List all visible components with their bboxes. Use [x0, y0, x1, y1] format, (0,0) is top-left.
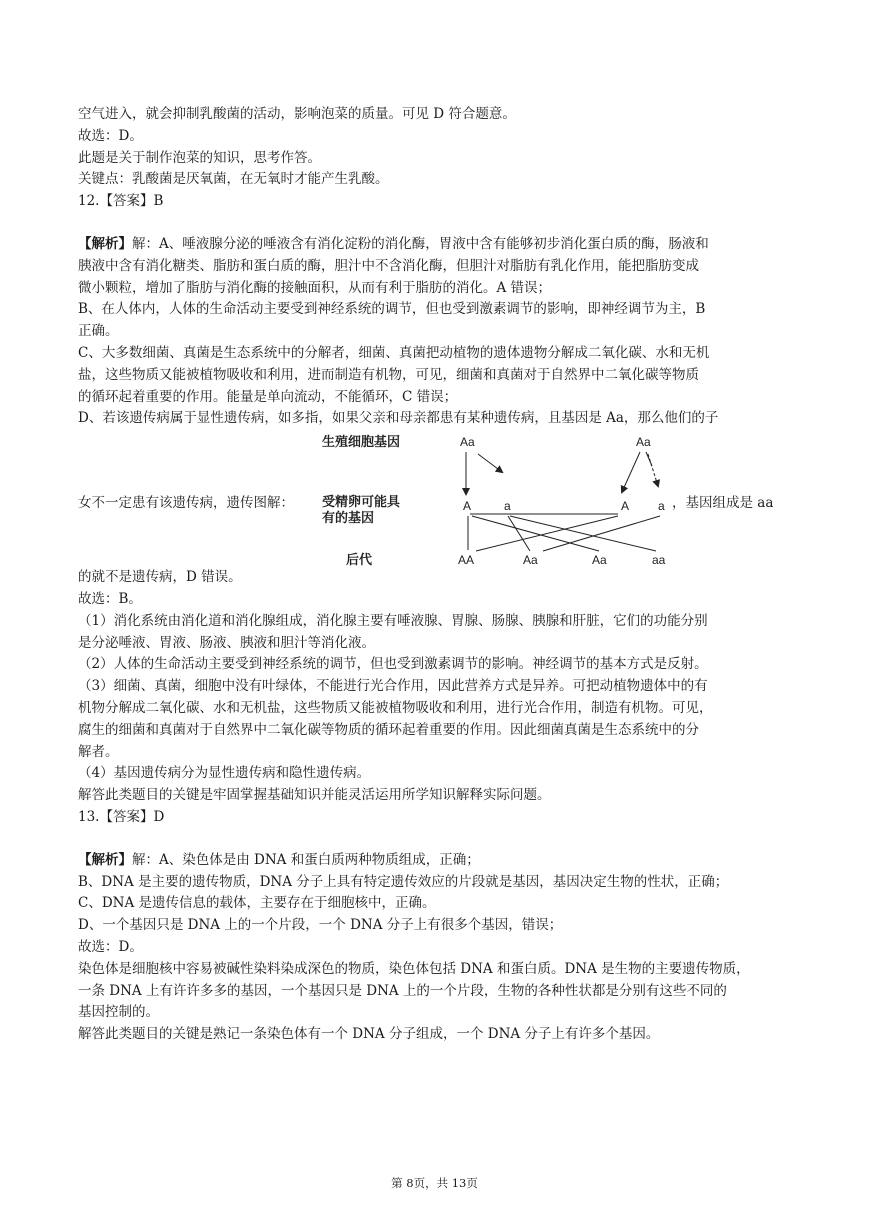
row-label-offspring: 后代: [346, 552, 373, 568]
text-line: D、一个基因只是 DNA 上的一个片段，一个 DNA 分子上有很多个基因，错误；: [78, 917, 563, 934]
parent-left-genotype: Aa: [460, 435, 475, 450]
text-line: 正确。: [78, 323, 119, 340]
row-label-gametes: 生殖细胞基因: [322, 434, 401, 450]
text-line: 关键点：乳酸菌是厌氧菌，在无氧时才能产生乳酸。: [78, 171, 389, 188]
document-body: [78, 104, 794, 1046]
offspring-label: aa: [652, 553, 666, 568]
text-line: 腐生的细菌和真菌对于自然界中二氧化碳等物质的循环起着重要的作用。因此细菌真菌是生态系统中的分: [78, 721, 699, 738]
text-line: 故选：D。: [78, 938, 143, 955]
gamete-label: a: [658, 499, 665, 514]
text-line: 胰液中含有消化糖类、脂肪和蛋白质的酶，胆汁中不含消化酶，但胆汁对脂肪有乳化作用，能把脂肪变成: [78, 257, 699, 274]
text-line: 解答此类题目的关键是熟记一条染色体有一个 DNA 分子组成，一个 DNA 分子上有许多个基因。: [78, 1026, 660, 1043]
text-line: 故选：D。: [78, 127, 143, 144]
text-line: 故选：B。: [78, 590, 142, 607]
inheritance-diagram: [318, 430, 668, 567]
explanation-label: 【解析】: [78, 851, 132, 868]
offspring-label: Aa: [523, 553, 538, 568]
explanation-label: 【解析】: [78, 235, 132, 252]
text-line: C、DNA 是遗传信息的载体，主要存在于细胞核中，正确。: [78, 895, 436, 912]
text-line: 盐，这些物质又能被植物吸收和利用，进而制造有机物，可见，细菌和真菌对于自然界中二氧化碳等物质: [78, 366, 699, 383]
text-line: D、若该遗传病属于显性遗传病，如多指，如果父亲和母亲都患有某种遗传病，且基因是 Aa，那么他们的子: [78, 410, 719, 427]
row-label-zygote-b: 有的基因: [322, 510, 375, 526]
page-footer: 第 8页，共 13页: [391, 1176, 478, 1190]
text-line: 【解析】解：A、唾液腺分泌的唾液含有消化淀粉的消化酶，胃液中含有能够初步消化蛋白质的酶，肠液和: [78, 235, 709, 252]
genetics-diagram-row: [78, 430, 794, 567]
parent-right-genotype: Aa: [636, 435, 651, 450]
text-line: （1）消化系统由消化道和消化腺组成，消化腺主要有唾液腺、胃腺、肠腺、胰腺和肝脏，它们的功能分别: [78, 612, 708, 629]
text-line: 的就不是遗传病，D 错误。: [78, 569, 242, 586]
row-label-zygote-a: 受精卵可能具: [322, 494, 401, 510]
text-line: 解者。: [78, 743, 119, 760]
text-line: 女不一定患有该遗传病，遗传图解：: [78, 495, 294, 512]
text-line: （3）细菌、真菌，细胞中没有叶绿体，不能进行光合作用，因此营养方式是异养。可把动植物遗体中的有: [78, 678, 708, 695]
text-line: 是分泌唾液、胃液、肠液、胰液和胆汁等消化液。: [78, 634, 375, 651]
text-line: B、在人体内，人体的生命活动主要受到神经系统的调节，但也受到激素调节的影响，即神经调节为主，B: [78, 301, 706, 318]
text-line: ，基因组成是 aa: [672, 495, 774, 512]
text-line: 的循环起着重要的作用。能量是单向流动，不能循环，C 错误；: [78, 388, 458, 405]
text-line: 微小颗粒，增加了脂肪与消化酶的接触面积，从而有利于脂肪的消化。A 错误；: [78, 279, 552, 296]
text-line: 基因控制的。: [78, 1004, 159, 1021]
text-line: 【解析】解：A、染色体是由 DNA 和蛋白质两种物质组成，正确；: [78, 851, 480, 868]
text-line: B、DNA 是主要的遗传物质，DNA 分子上具有特定遗传效应的片段就是基因，基因决定生物的性状，正确；: [78, 873, 729, 890]
answer-13-heading: 13.【答案】D: [78, 808, 165, 825]
text-line: 染色体是细胞核中容易被碱性染料染成深色的物质，染色体包括 DNA 和蛋白质。DNA 是生物的主要遗传物质，: [78, 960, 750, 977]
text-line: （2）人体的生命活动主要受到神经系统的调节，但也受到激素调节的影响。神经调节的基本方式是反射。: [78, 656, 708, 673]
offspring-label: AA: [458, 553, 475, 568]
text-line: 此题是关于制作泡菜的知识，思考作答。: [78, 149, 321, 166]
gamete-label: a: [504, 499, 511, 514]
gamete-label: A: [463, 499, 472, 514]
text-line: 空气进入，就会抑制乳酸菌的活动，影响泡菜的质量。可见 D 符合题意。: [78, 106, 516, 122]
text-line: 解答此类题目的关键是牢固掌握基础知识并能灵活运用所学知识解释实际问题。: [78, 787, 551, 804]
text-line: 机物分解成二氧化碳、水和无机盐，这些物质又能被植物吸收和利用，进行光合作用，制造有机物。可见，: [78, 699, 713, 716]
answer-12-heading: 12.【答案】B: [78, 193, 164, 210]
text-line: （4）基因遗传病分为显性遗传病和隐性遗传病。: [78, 765, 371, 782]
offspring-label: Aa: [592, 553, 607, 568]
text-line: C、大多数细菌、真菌是生态系统中的分解者，细菌、真菌把动植物的遗体遗物分解成二氧化碳、水和无机: [78, 344, 710, 361]
gamete-label: A: [621, 499, 630, 514]
text-line: 一条 DNA 上有许许多多的基因，一个基因只是 DNA 上的一个片段，生物的各种性状都是分别有这些不同的: [78, 982, 727, 999]
